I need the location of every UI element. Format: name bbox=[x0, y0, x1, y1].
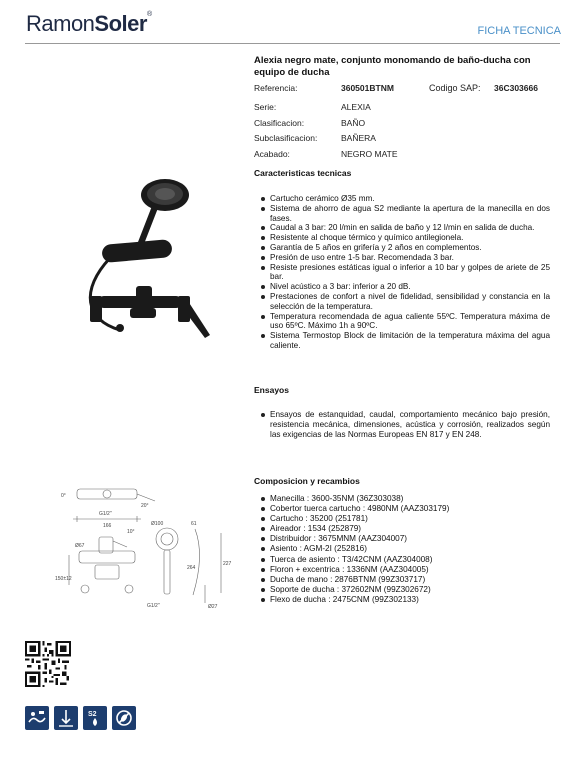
brand-name-part1: Ramon bbox=[26, 11, 95, 36]
cartridge-icon bbox=[25, 706, 49, 730]
brand-name-part2: Soler bbox=[94, 11, 147, 36]
dim-label: 227 bbox=[223, 561, 232, 567]
list-item: Sistema Termostop Block de limitación de la temperatura máxima del agua caliente. bbox=[260, 331, 550, 351]
list-item: Temperatura recomendada de agua caliente 55ºC. Temperatura máxima de uso 65ºC. Máximo 1h a 90ºC. bbox=[260, 312, 550, 332]
field-label: Subclasificacion: bbox=[254, 133, 318, 143]
product-photo bbox=[60, 170, 250, 360]
list-item: Tuerca de asiento : T3/42CNM (AAZ304008) bbox=[260, 555, 490, 565]
list-item: Nivel acústico a 3 bar: inferior a 20 dB. bbox=[260, 282, 550, 292]
list-item: Cartucho cerámico Ø35 mm. bbox=[260, 194, 550, 204]
no-legionella-icon bbox=[112, 706, 136, 730]
field-label: Clasificacion: bbox=[254, 118, 305, 128]
dim-label: 150±12 bbox=[55, 576, 72, 582]
list-item: Prestaciones de confort a nivel de fidelidad, sensibilidad y constancia en la selección de la temperatura. bbox=[260, 292, 550, 312]
shower-holder-image bbox=[101, 239, 172, 263]
caracteristicas-title: Caracteristicas tecnicas bbox=[254, 168, 352, 178]
sap-label: Codigo SAP: bbox=[429, 83, 481, 93]
feature-icons bbox=[25, 706, 141, 730]
dim-label: Ø27 bbox=[208, 604, 218, 610]
list-item: Sistema de ahorro de agua S2 mediante la apertura de la manecilla en dos fases. bbox=[260, 204, 550, 224]
s2-eco-icon bbox=[83, 706, 107, 730]
field-value: BAÑO bbox=[341, 118, 366, 128]
svg-text:S2: S2 bbox=[88, 711, 97, 718]
dim-label: 0° bbox=[61, 493, 66, 499]
technical-drawing bbox=[55, 485, 250, 615]
dim-label: 61 bbox=[191, 521, 197, 527]
list-item: Aireador : 1534 (252879) bbox=[260, 524, 490, 534]
list-item: Resistente al choque térmico y químico antilegionela. bbox=[260, 233, 550, 243]
ensayos-list bbox=[260, 410, 550, 439]
list-item: Ensayos de estanquidad, caudal, comportamiento mecánico bajo presión, resistencia mecánica, dimensiones, acústica y corrosión, realizados según las exigencias de las Normas Europeas EN 817 y EN 248. bbox=[260, 410, 550, 439]
pressure-icon bbox=[54, 706, 78, 730]
list-item: Flexo de ducha : 2475CNM (99Z302133) bbox=[260, 595, 490, 605]
referencia-value: 360501BTNM bbox=[341, 83, 394, 93]
shower-head-image bbox=[138, 179, 189, 244]
caracteristicas-list bbox=[260, 194, 550, 351]
list-item: Presión de uso entre 1-5 bar. Recomendada 3 bar. bbox=[260, 253, 550, 263]
field-label: Acabado: bbox=[254, 149, 290, 159]
doc-type-label: FICHA TECNICA bbox=[477, 25, 561, 37]
dim-label: 166 bbox=[103, 523, 112, 529]
list-item: Distribuidor : 3675MNM (AAZ304007) bbox=[260, 534, 490, 544]
list-item: Manecilla : 3600-35NM (36Z303038) bbox=[260, 494, 490, 504]
dim-label: 264 bbox=[187, 565, 196, 571]
composicion-list bbox=[260, 494, 490, 605]
dim-label: Ø100 bbox=[151, 521, 164, 527]
field-value: ALEXIA bbox=[341, 102, 371, 112]
brand-logo bbox=[26, 11, 152, 37]
list-item: Garantía de 5 años en grifería y 2 años en complementos. bbox=[260, 243, 550, 253]
qr-code bbox=[25, 641, 71, 687]
field-label: Serie: bbox=[254, 102, 277, 112]
dim-label: Ø67 bbox=[75, 543, 85, 549]
list-item: Cobertor tuerca cartucho : 4980NM (AAZ303179) bbox=[260, 504, 490, 514]
header-divider bbox=[25, 43, 560, 44]
product-title: Alexia negro mate, conjunto monomando de baño-ducha con equipo de ducha bbox=[254, 55, 531, 78]
mixer-image bbox=[90, 286, 210, 338]
dim-label: G1/2" bbox=[147, 603, 160, 609]
brand-registered-mark: ® bbox=[146, 11, 152, 18]
ensayos-title: Ensayos bbox=[254, 385, 289, 395]
field-value: BAÑERA bbox=[341, 133, 376, 143]
list-item: Floron + excentrica : 1336NM (AAZ304005) bbox=[260, 565, 490, 575]
list-item: Resiste presiones estáticas igual o inferior a 10 bar y golpes de ariete de 25 bar. bbox=[260, 263, 550, 283]
list-item: Ducha de mano : 2876BTNM (99Z303717) bbox=[260, 575, 490, 585]
dim-label: 20° bbox=[141, 503, 149, 509]
list-item: Soporte de ducha : 372602NM (99Z302672) bbox=[260, 585, 490, 595]
referencia-label: Referencia: bbox=[254, 83, 298, 93]
list-item: Cartucho : 35200 (251781) bbox=[260, 514, 490, 524]
list-item: Caudal a 3 bar: 20 l/min en salida de baño y 12 l/min en salida de ducha. bbox=[260, 223, 550, 233]
list-item: Asiento : AGM-2I (252816) bbox=[260, 544, 490, 554]
sap-value: 36C303666 bbox=[494, 83, 538, 93]
dim-label: G1/2" bbox=[99, 511, 112, 517]
dim-label: 10° bbox=[127, 529, 135, 535]
composicion-title: Composicion y recambios bbox=[254, 476, 360, 486]
field-value: NEGRO MATE bbox=[341, 149, 398, 159]
